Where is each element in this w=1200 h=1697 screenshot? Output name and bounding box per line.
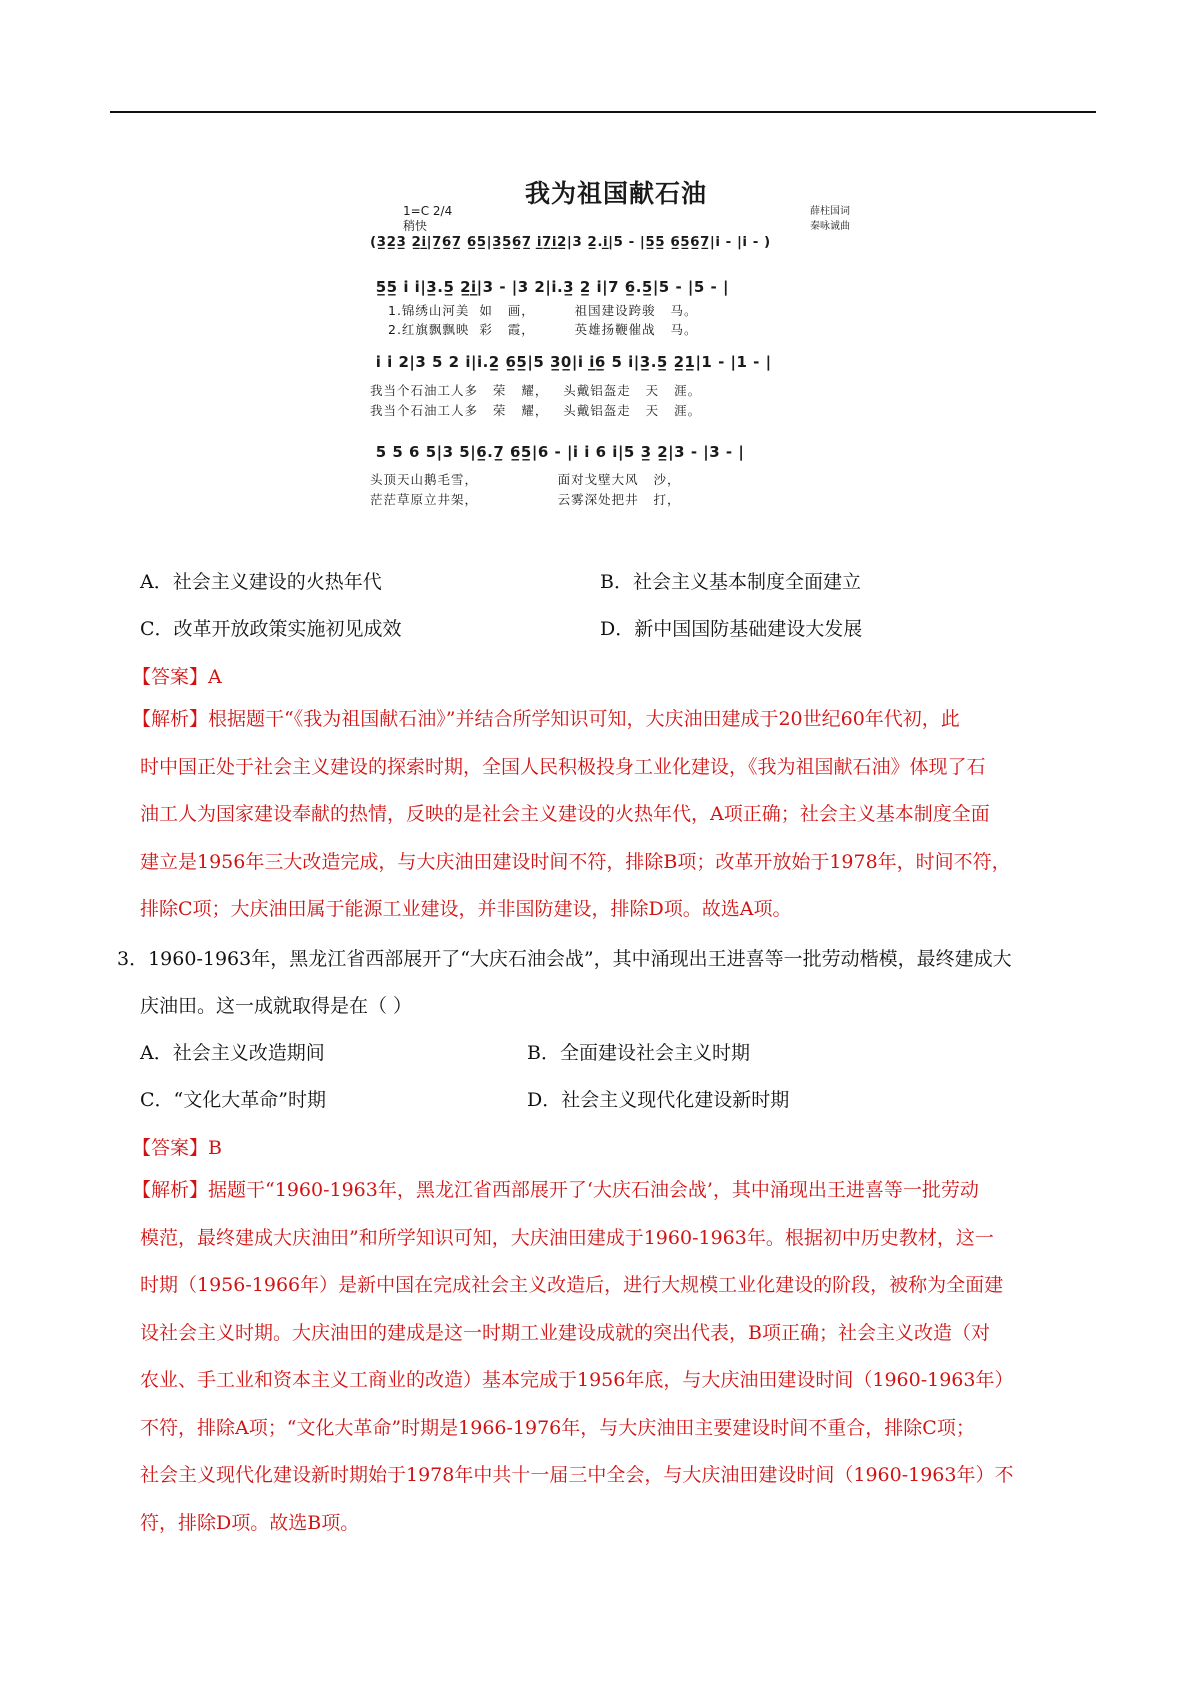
score-time-signature: 2/4 bbox=[432, 204, 453, 218]
lyrics-line: 茫茫草原立井架， 云雾深处把井 打， bbox=[370, 492, 681, 507]
notation-line-1: (3̲2̲3̲ 2̲i̲|7̲6̲7̲ 6̲5̲|3̲5̲6̲7̲ i̲7̲i̲2̲|3 2̲.i̲|5 - |5̲5̲ 6̲5̲6̲7̲|i - |i - ) bbox=[370, 234, 771, 250]
q3-option-a: A．社会主义改造期间 bbox=[140, 1042, 325, 1064]
analysis-line: 设社会主义时期。大庆油田的建成是这一时期工业建设成就的突出代表，B项正确；社会主义改造（对 bbox=[140, 1321, 990, 1344]
analysis-line: 时期（1956-1966年）是新中国在完成社会主义改造后，进行大规模工业化建设的阶段，被称为全面建 bbox=[140, 1274, 1004, 1296]
q2-option-c: C．改革开放政策实施初见成效 bbox=[140, 618, 402, 640]
analysis-line: 建立是1956年三大改造完成，与大庆油田建设时间不符，排除B项；改革开放始于1978年，时间不符， bbox=[140, 850, 1011, 873]
analysis-line: 【解析】据题干“1960-1963年，黑龙江省西部展开了‘大庆石油会战’，其中涌现出王进喜等一批劳动 bbox=[132, 1179, 979, 1201]
song-score-figure bbox=[370, 168, 862, 540]
score-tempo: 稍快 bbox=[403, 219, 428, 233]
lyrics-line: 头顶天山鹅毛雪， 面对戈壁大风 沙， bbox=[370, 472, 681, 487]
analysis-line: 社会主义现代化建设新时期始于1978年中共十一届三中全会，与大庆油田建设时间（1960-1963年）不 bbox=[140, 1464, 1014, 1486]
q3-option-b: B．全面建设社会主义时期 bbox=[527, 1042, 750, 1064]
q3-stem-line-1: 3．1960-1963年，黑龙江省西部展开了“大庆石油会战”，其中涌现出王进喜等一批劳动楷模，最终建成大 bbox=[117, 948, 1012, 970]
score-key: 1=C bbox=[403, 204, 430, 218]
notation-line-2: 5̲5̲ i i|3̲.5̲ 2̲i̲|3 - |3 2|i.3̲ 2̲ i|7 6̲.5̲|5 - |5 - | bbox=[370, 278, 729, 296]
q2-option-b: B．社会主义基本制度全面建立 bbox=[600, 571, 861, 593]
q3-analysis bbox=[132, 1167, 1096, 1547]
notation-line-3: i i 2|3 5 2 i|i.2̲ 6̲5̲|5 3̲0̲|i i̲6̲ 5 i|3̲.5̲ 2̲1̲|1 - |1 - | bbox=[370, 353, 772, 371]
analysis-line: 时中国正处于社会主义建设的探索时期，全国人民积极投身工业化建设，《我为祖国献石油》体现了石 bbox=[140, 755, 986, 778]
q3-option-d: D．社会主义现代化建设新时期 bbox=[527, 1089, 790, 1111]
score-key-signature bbox=[403, 204, 452, 234]
analysis-line: 模范，最终建成大庆油田”和所学知识可知，大庆油田建成于1960-1963年。根据初中历史教材，这一 bbox=[140, 1226, 994, 1249]
analysis-line: 符，排除D项。故选B项。 bbox=[140, 1511, 360, 1534]
score-lyricist: 薛柱国词 bbox=[810, 206, 850, 217]
analysis-line: 农业、手工业和资本主义工商业的改造）基本完成于1956年底，与大庆油田建设时间（1960-1963年） bbox=[140, 1369, 1014, 1391]
analysis-label: 【解析】 bbox=[132, 1179, 209, 1201]
score-composer: 秦咏诚曲 bbox=[810, 221, 850, 232]
q3-option-c: C．“文化大革命”时期 bbox=[140, 1089, 326, 1111]
analysis-line: 不符，排除A项；“文化大革命”时期是1966-1976年，与大庆油田主要建设时间不重合，排除C项； bbox=[140, 1416, 975, 1439]
analysis-label: 【解析】 bbox=[132, 708, 209, 730]
analysis-line: 排除C项；大庆油田属于能源工业建设，并非国防建设，排除D项。故选A项。 bbox=[140, 898, 792, 920]
q2-answer: 【答案】A bbox=[132, 666, 222, 688]
score-title: 我为祖国献石油 bbox=[524, 179, 707, 208]
q3-number: 3． bbox=[117, 948, 149, 970]
q3-stem-line-2: 庆油田。这一成就取得是在（ ） bbox=[140, 995, 413, 1017]
lyrics-line: 2.红旗飘飘映 彩 霞， 英雄扬鞭催战 马。 bbox=[388, 322, 698, 337]
lyrics-line: 1.锦绣山河美 如 画， 祖国建设跨骏 马。 bbox=[388, 303, 698, 318]
lyrics-line: 我当个石油工人多 荣 耀， 头戴铝盔走 天 涯。 bbox=[370, 403, 702, 418]
lyrics-line: 我当个石油工人多 荣 耀， 头戴铝盔走 天 涯。 bbox=[370, 383, 702, 398]
header-rule bbox=[110, 111, 1096, 113]
q3-answer: 【答案】B bbox=[132, 1137, 222, 1159]
q2-analysis bbox=[132, 696, 1096, 934]
score-credits bbox=[810, 204, 850, 234]
analysis-line: 【解析】根据题干“《我为祖国献石油》”并结合所学知识可知，大庆油田建成于20世纪60年代初，此 bbox=[132, 708, 960, 730]
q2-option-d: D．新中国国防基础建设大发展 bbox=[600, 618, 863, 640]
q2-option-a: A．社会主义建设的火热年代 bbox=[140, 571, 382, 593]
notation-line-4: 5 5 6 5|3 5|6̲.7̲ 6̲5̲|6 - |i i 6 i|5 3̲ 2̲|3 - |3 - | bbox=[370, 443, 745, 461]
analysis-line: 油工人为国家建设奉献的热情，反映的是社会主义建设的火热年代，A项正确；社会主义基本制度全面 bbox=[140, 803, 990, 825]
